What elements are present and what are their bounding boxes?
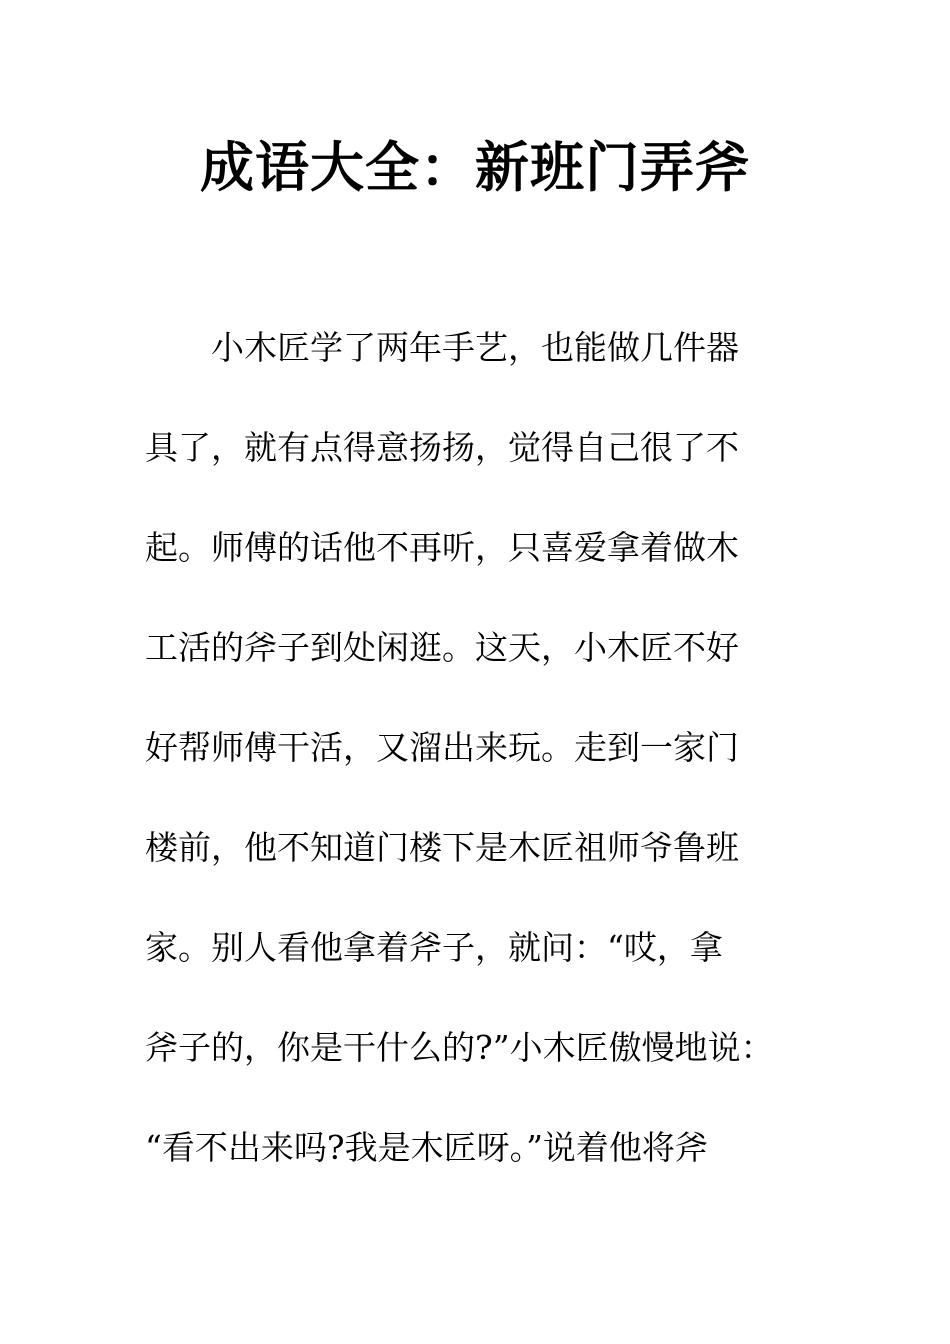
body-line-5: 好帮师傅干活，又溜出来玩。走到一家门 [145, 728, 739, 767]
body-line-9: “看不出来吗?我是木匠呀。”说着他将斧 [145, 1128, 708, 1167]
document-body [145, 298, 845, 1198]
body-line-6: 楼前，他不知道门楼下是木匠祖师爷鲁班 [145, 828, 739, 867]
body-line-4: 工活的斧子到处闲逛。这天，小木匠不好 [145, 628, 739, 667]
body-line-1: 小木匠学了两年手艺，也能做几件器 [145, 328, 739, 367]
body-line-7: 家。别人看他拿着斧子，就问：“哎，拿 [145, 928, 723, 967]
document-title: 成语大全：新班门弄斧 [200, 136, 750, 199]
body-line-2: 具了，就有点得意扬扬，觉得自己很了不 [145, 428, 739, 467]
body-line-8: 斧子的，你是干什么的?”小木匠傲慢地说： [145, 1028, 774, 1067]
body-line-3: 起。师傅的话他不再听，只喜爱拿着做木 [145, 528, 739, 567]
